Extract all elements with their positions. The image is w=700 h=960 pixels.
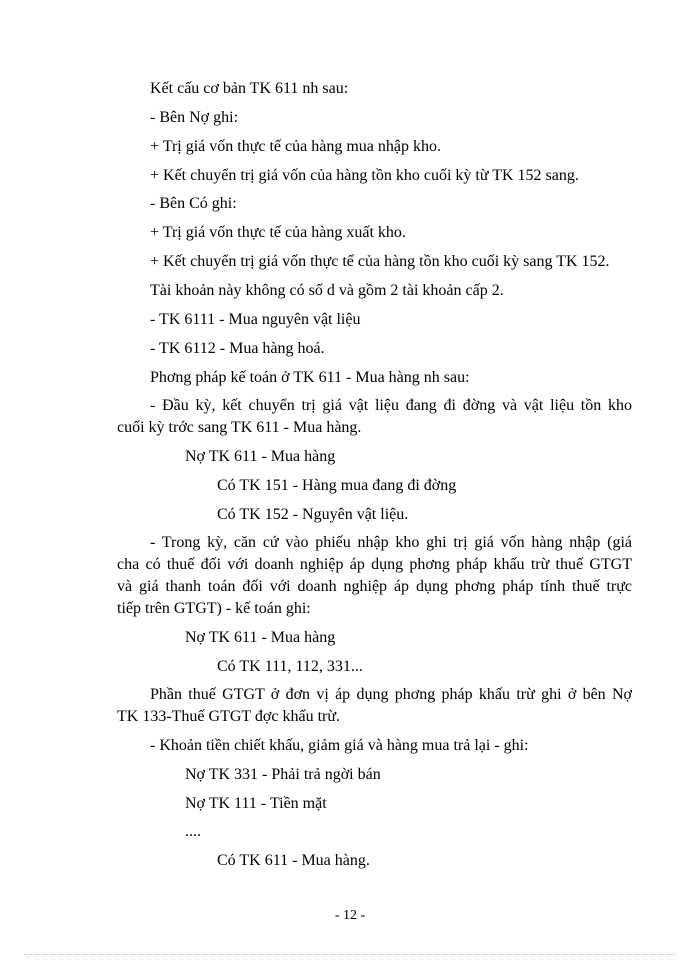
text-line: + Trị giá vốn thực tế của hàng mua nhập kho. xyxy=(150,138,441,155)
text-line: - Đầu kỳ, kết chuyển trị giá vật liệu đang đi đờng và vật liệu tồn kho xyxy=(150,397,632,414)
text-line: - TK 6111 - Mua nguyên vật liệu xyxy=(150,311,361,328)
text-line: + Trị giá vốn thực tế của hàng xuất kho. xyxy=(150,224,406,241)
journal-credit-line: Có TK 151 - Hàng mua đang đi đờng xyxy=(217,477,457,494)
journal-debit-line: Nợ TK 331 - Phải trả ngời bán xyxy=(185,766,381,783)
text-line: Kết cấu cơ bản TK 611 nh sau: xyxy=(150,80,349,97)
text-line: - TK 6112 - Mua hàng hoá. xyxy=(150,340,325,357)
text-line: Phần thuế GTGT ở đơn vị áp dụng phơng pháp khấu trừ ghi ở bên Nợ xyxy=(150,686,632,703)
text-line: tiếp trên GTGT) - kế toán ghi: xyxy=(117,600,311,617)
page-bottom-divider xyxy=(24,954,676,955)
journal-credit-line: Có TK 111, 112, 331... xyxy=(217,658,363,675)
journal-debit-line: Nợ TK 111 - Tiền mặt xyxy=(185,795,327,812)
text-line: cha có thuế đối với doanh nghiệp áp dụng phơng pháp khấu trừ thuế GTGT xyxy=(117,556,632,573)
journal-credit-line: Có TK 611 - Mua hàng. xyxy=(217,852,370,869)
text-line: TK 133-Thuế GTGT đợc khấu trừ. xyxy=(117,708,341,725)
journal-credit-line: Có TK 152 - Nguyên vật liệu. xyxy=(217,506,409,523)
text-line: - Bên Nợ ghi: xyxy=(150,109,239,126)
text-line: - Khoản tiền chiết khấu, giảm giá và hàng mua trả lại - ghi: xyxy=(150,737,529,754)
text-line: Tài khoản này không có số d và gồm 2 tài khoản cấp 2. xyxy=(150,282,504,299)
text-line: - Trong kỳ, căn cứ vào phiếu nhập kho ghi trị giá vốn hàng nhập (giá xyxy=(150,534,632,551)
text-line: + Kết chuyển trị giá vốn của hàng tồn kho cuối kỳ từ TK 152 sang. xyxy=(150,167,579,184)
ellipsis-line: .... xyxy=(185,823,201,840)
text-line: + Kết chuyển trị giá vốn thực tế của hàng tồn kho cuối kỳ sang TK 152. xyxy=(150,253,610,270)
page-number: - 12 - xyxy=(334,908,366,923)
text-line: và giá thanh toán đối với doanh nghiệp áp dụng phơng pháp tính thuế trực xyxy=(117,578,632,595)
journal-debit-line: Nợ TK 611 - Mua hàng xyxy=(185,448,336,465)
text-line: - Bên Có ghi: xyxy=(150,195,237,212)
journal-debit-line: Nợ TK 611 - Mua hàng xyxy=(185,629,336,646)
text-line: Phơng pháp kế toán ở TK 611 - Mua hàng nh sau: xyxy=(150,369,470,386)
text-line: cuối kỳ trớc sang TK 611 - Mua hàng. xyxy=(117,419,362,436)
